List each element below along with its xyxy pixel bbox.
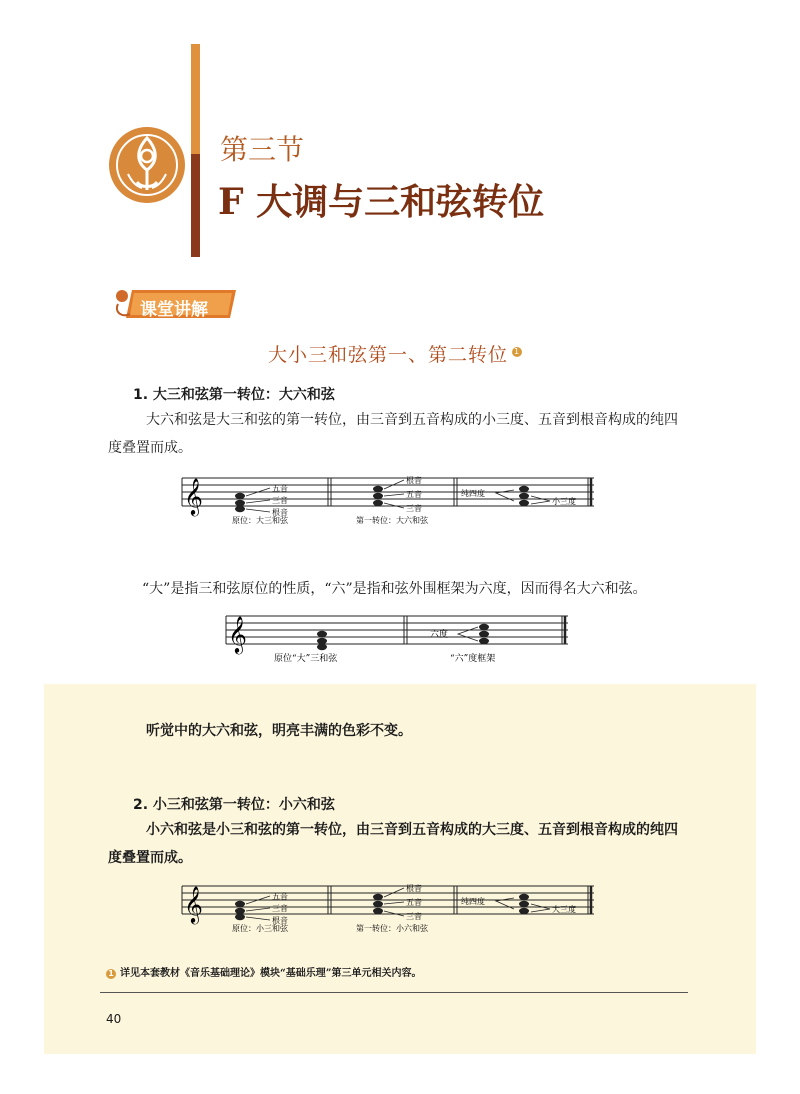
footnote xyxy=(106,964,422,979)
label-fifth-inv: 五音 xyxy=(406,898,422,907)
header-bar-top xyxy=(191,44,200,154)
header-bar-bottom xyxy=(191,154,200,257)
label-third: 三音 xyxy=(272,496,288,505)
heading-major-sixth: 1. 大三和弦第一转位：大六和弦 xyxy=(133,387,335,403)
caption-first-inversion: 第一转位：小六和弦 xyxy=(356,924,428,932)
music-emblem-icon xyxy=(106,124,188,206)
treble-clef-icon: 𝄞 xyxy=(184,477,203,515)
caption-root-position: 原位：小三和弦 xyxy=(232,924,288,932)
label-third-inv: 三音 xyxy=(406,912,422,921)
caption-root-position: 原位：大三和弦 xyxy=(232,516,288,524)
heading-minor-sixth: 2. 小三和弦第一转位：小六和弦 xyxy=(133,797,335,813)
interval-sixth: 六度 xyxy=(430,630,449,640)
treble-clef-icon: 𝄞 xyxy=(228,615,247,653)
tag-label: 课堂讲解 xyxy=(140,300,208,320)
staff-sixth-frame xyxy=(222,612,572,662)
interval-minor-third: 小三度 xyxy=(552,497,576,506)
paragraph-minor-sixth: 小六和弦是小三和弦的第一转位，由三音到五音构成的大三度、五音到根音构成的纯四度叠置而成。 xyxy=(108,822,678,866)
footnote-marker: 1 xyxy=(106,969,116,979)
staff-major-chords xyxy=(178,474,598,524)
footnote-text: 详见本套教材《音乐基础理论》模块“基础乐理”第三单元相关内容。 xyxy=(120,968,422,979)
quote-explanation: “大”是指三和弦原位的性质，“六”是指和弦外围框架为六度，因而得名大六和弦。 xyxy=(142,581,647,597)
paragraph-major-sixth: 大六和弦是大三和弦的第一转位，由三音到五音构成的小三度、五音到根音构成的纯四度叠置而成。 xyxy=(108,412,678,456)
interval-perfect-fourth: 纯四度 xyxy=(461,897,485,906)
label-root-inv: 根音 xyxy=(406,476,422,485)
subtopic-title xyxy=(268,340,522,367)
label-root: 根音 xyxy=(272,508,288,517)
caption-first-inversion: 第一转位：大六和弦 xyxy=(356,516,428,524)
interval-perfect-fourth: 纯四度 xyxy=(461,489,485,498)
listening-note: 听觉中的大六和弦，明亮丰满的色彩不变。 xyxy=(146,723,412,739)
chapter-title: F 大调与三和弦转位 xyxy=(218,181,545,223)
label-fifth: 五音 xyxy=(272,484,288,493)
label-root-inv: 根音 xyxy=(406,884,422,893)
label-third: 三音 xyxy=(272,904,288,913)
section-label: 第三节 xyxy=(220,133,305,166)
caption-sixth-frame: “六”度框架 xyxy=(450,654,496,662)
staff-minor-chords xyxy=(178,882,598,932)
label-third-inv: 三音 xyxy=(406,504,422,513)
subtopic-text: 大小三和弦第一、第二转位 xyxy=(268,344,509,366)
footer-divider xyxy=(100,992,688,993)
interval-major-third: 大三度 xyxy=(552,905,576,914)
caption-major-triad: 原位“大”三和弦 xyxy=(274,654,338,662)
label-root: 根音 xyxy=(272,916,288,925)
treble-clef-icon: 𝄞 xyxy=(184,885,203,923)
footnote-marker: 1 xyxy=(513,346,521,356)
label-fifth-inv: 五音 xyxy=(406,490,422,499)
label-fifth: 五音 xyxy=(272,892,288,901)
page-number: 40 xyxy=(106,1012,122,1026)
